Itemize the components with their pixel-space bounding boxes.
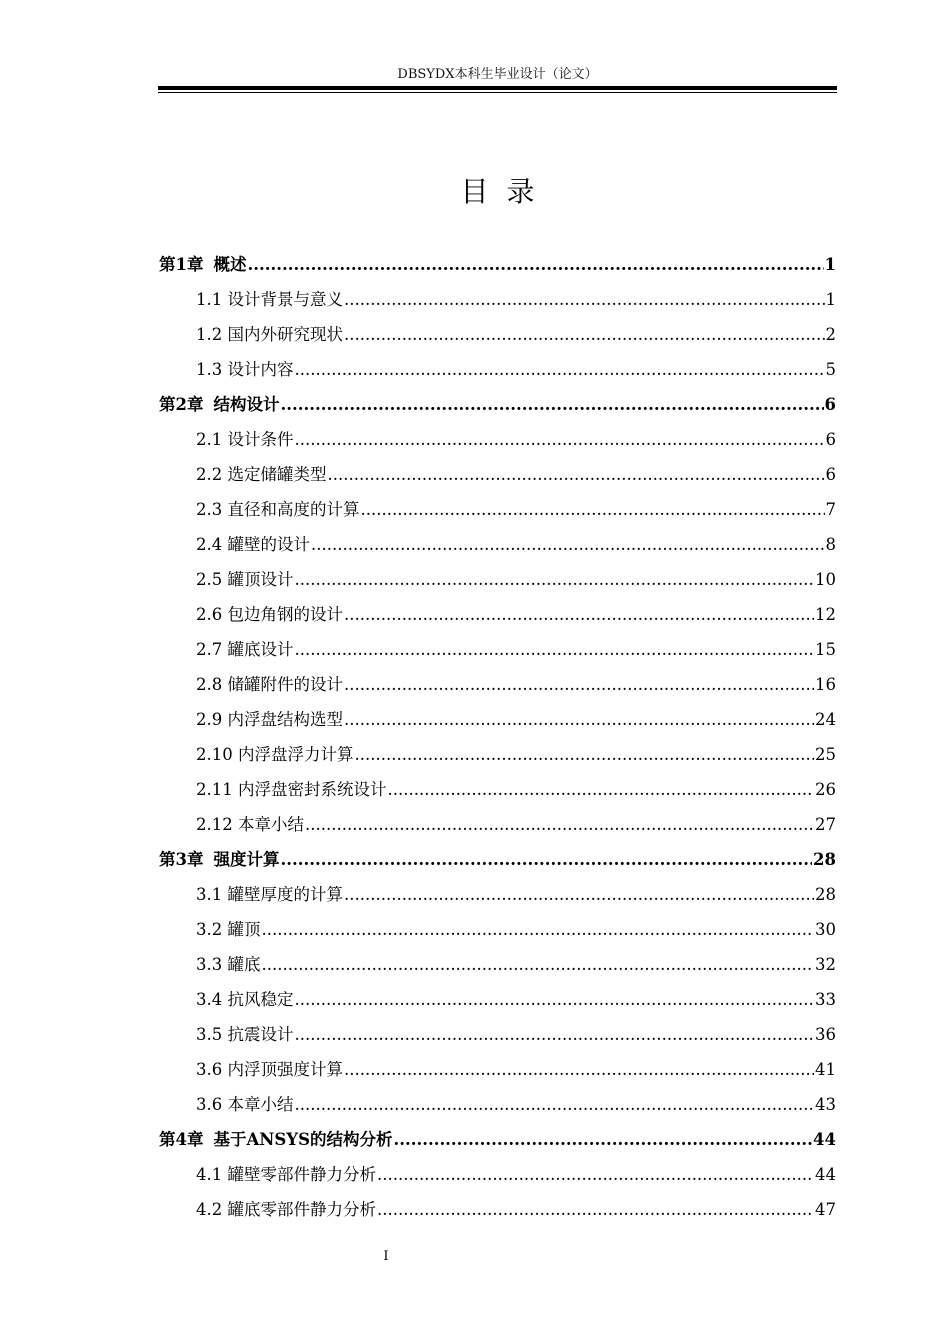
toc-entry-label: 4.2 罐底零部件静力分析 xyxy=(196,1200,376,1219)
toc-chapter-entry[interactable] xyxy=(158,842,837,877)
toc-dot-leader xyxy=(344,877,814,912)
toc-entry-label: 2.12 本章小结 xyxy=(196,815,304,834)
toc-dot-leader xyxy=(344,702,814,737)
toc-section-entry[interactable] xyxy=(158,422,837,457)
toc-entry-text xyxy=(196,1052,343,1087)
toc-page-number: 36 xyxy=(815,1025,836,1044)
toc-page-number: 44 xyxy=(813,1130,836,1149)
toc-entry-label: 基于ANSYS的结构分析 xyxy=(213,1130,393,1149)
toc-dot-leader xyxy=(344,317,825,352)
toc-section-entry[interactable] xyxy=(158,1017,837,1052)
toc-entry-text xyxy=(196,1157,376,1192)
toc-dot-leader xyxy=(280,387,823,422)
toc-section-entry[interactable] xyxy=(158,982,837,1017)
toc-section-entry[interactable] xyxy=(158,912,837,947)
toc-page-number: 2 xyxy=(825,325,836,344)
toc-entry-text xyxy=(196,352,294,387)
toc-entry-label: 2.1 设计条件 xyxy=(196,430,294,449)
toc-dot-leader xyxy=(295,422,825,457)
toc-entry-text xyxy=(196,1087,294,1122)
toc-dot-leader xyxy=(295,632,815,667)
toc-entry-label: 3.3 罐底 xyxy=(196,955,261,974)
header-rule-thin xyxy=(158,92,837,93)
toc-page-number: 26 xyxy=(815,780,836,799)
toc-entry-text xyxy=(196,457,327,492)
toc-dot-leader xyxy=(377,1157,814,1192)
toc-page-number: 25 xyxy=(815,745,836,764)
toc-entry-label: 结构设计 xyxy=(213,395,280,414)
toc-page-number: 5 xyxy=(825,360,836,379)
toc-entry-text xyxy=(196,807,304,842)
toc-entry-text xyxy=(196,492,360,527)
toc-entry-label: 2.5 罐顶设计 xyxy=(196,570,294,589)
toc-section-entry[interactable] xyxy=(158,492,837,527)
toc-entry-text xyxy=(196,632,294,667)
toc-page-number: 24 xyxy=(815,710,836,729)
toc-dot-leader xyxy=(344,597,814,632)
toc-page-number: 6 xyxy=(825,465,836,484)
toc-entry-text xyxy=(196,772,386,807)
toc-chapter-number: 第1章 xyxy=(159,255,204,274)
toc-section-entry[interactable] xyxy=(158,947,837,982)
toc-section-entry[interactable] xyxy=(158,1052,837,1087)
toc-entry-label: 3.5 抗震设计 xyxy=(196,1025,294,1044)
toc-entry-label: 强度计算 xyxy=(213,850,280,869)
toc-entry-label: 2.6 包边角钢的设计 xyxy=(196,605,343,624)
toc-dot-leader xyxy=(393,1122,812,1157)
toc-entry-label: 2.2 选定储罐类型 xyxy=(196,465,327,484)
toc-entry-text xyxy=(196,1192,376,1227)
toc-entry-text xyxy=(196,877,343,912)
toc-page-number: 30 xyxy=(815,920,836,939)
toc-section-entry[interactable] xyxy=(158,737,837,772)
toc-entry-text xyxy=(196,912,261,947)
toc-page-number: 33 xyxy=(815,990,836,1009)
toc-page-number: 44 xyxy=(815,1165,836,1184)
toc-dot-leader xyxy=(344,1052,814,1087)
toc-section-entry[interactable] xyxy=(158,317,837,352)
toc-page-number: 12 xyxy=(815,605,836,624)
toc-entry-label: 1.3 设计内容 xyxy=(196,360,294,379)
toc-section-entry[interactable] xyxy=(158,352,837,387)
toc-entry-label: 1.1 设计背景与意义 xyxy=(196,290,343,309)
toc-dot-leader xyxy=(295,352,825,387)
toc-page-number: 8 xyxy=(825,535,836,554)
toc-entry-text xyxy=(159,247,246,282)
toc-section-entry[interactable] xyxy=(158,527,837,562)
toc-page-number: 16 xyxy=(815,675,836,694)
toc-page-number: 6 xyxy=(825,430,836,449)
toc-entry-text xyxy=(196,422,294,457)
toc-entry-label: 3.4 抗风稳定 xyxy=(196,990,294,1009)
header-rule-thick xyxy=(158,86,837,90)
toc-entry-label: 2.11 内浮盘密封系统设计 xyxy=(196,780,387,799)
toc-dot-leader xyxy=(295,1087,815,1122)
toc-entry-text xyxy=(196,737,353,772)
toc-entry-label: 2.9 内浮盘结构选型 xyxy=(196,710,343,729)
toc-dot-leader xyxy=(247,247,823,282)
toc-section-entry[interactable] xyxy=(158,772,837,807)
toc-dot-leader xyxy=(295,562,815,597)
toc-entry-label: 3.2 罐顶 xyxy=(196,920,261,939)
toc-entry-text xyxy=(159,842,279,877)
toc-dot-leader xyxy=(262,947,815,982)
toc-dot-leader xyxy=(377,1192,814,1227)
toc-dot-leader xyxy=(305,807,814,842)
toc-page-number: 41 xyxy=(815,1060,836,1079)
toc-dot-leader xyxy=(280,842,812,877)
toc-chapter-entry[interactable] xyxy=(158,1122,837,1157)
toc-dot-leader xyxy=(311,527,825,562)
toc-dot-leader xyxy=(344,667,814,702)
toc-page-number: 1 xyxy=(824,255,836,274)
toc-entry-text xyxy=(196,597,343,632)
toc-dot-leader xyxy=(295,982,815,1017)
toc-entry-text xyxy=(196,667,343,702)
toc-entry-label: 3.1 罐壁厚度的计算 xyxy=(196,885,343,904)
toc-entry-text xyxy=(196,282,343,317)
toc-page-number: 28 xyxy=(815,885,836,904)
toc-section-entry[interactable] xyxy=(158,702,837,737)
toc-entry-text xyxy=(159,1122,392,1157)
toc-page-number: 6 xyxy=(824,395,836,414)
toc-page-number: 1 xyxy=(825,290,836,309)
toc-section-entry[interactable] xyxy=(158,1192,837,1227)
toc-section-entry[interactable] xyxy=(158,1087,837,1122)
toc-page-number: 43 xyxy=(815,1095,836,1114)
toc-title: 目录 xyxy=(460,175,553,208)
toc-entry-text xyxy=(196,1017,294,1052)
toc-entry-text xyxy=(196,317,343,352)
toc-dot-leader xyxy=(387,772,814,807)
toc-section-entry[interactable] xyxy=(158,562,837,597)
toc-chapter-number: 第4章 xyxy=(159,1130,204,1149)
toc-section-entry[interactable] xyxy=(158,667,837,702)
toc-entry-text xyxy=(196,982,294,1017)
toc-entry-label: 2.8 储罐附件的设计 xyxy=(196,675,343,694)
toc-section-entry[interactable] xyxy=(158,457,837,492)
running-header: DBSYDX本科生毕业设计（论文） xyxy=(397,67,598,82)
toc-dot-leader xyxy=(262,912,815,947)
toc-dot-leader xyxy=(354,737,814,772)
toc-entry-label: 2.7 罐底设计 xyxy=(196,640,294,659)
toc-page-number: 10 xyxy=(815,570,836,589)
toc-entry-label: 概述 xyxy=(213,255,247,274)
toc-entry-label: 1.2 国内外研究现状 xyxy=(196,325,343,344)
toc-dot-leader xyxy=(328,457,825,492)
toc-section-entry[interactable] xyxy=(158,807,837,842)
toc-dot-leader xyxy=(361,492,825,527)
toc-entry-text xyxy=(159,387,279,422)
toc-entry-text xyxy=(196,562,294,597)
toc-entry-text xyxy=(196,527,310,562)
toc-dot-leader xyxy=(295,1017,815,1052)
toc-entry-label: 2.4 罐壁的设计 xyxy=(196,535,310,554)
toc-page-number: 27 xyxy=(815,815,836,834)
toc-entry-label: 2.10 内浮盘浮力计算 xyxy=(196,745,354,764)
toc-chapter-number: 第3章 xyxy=(159,850,204,869)
toc-section-entry[interactable] xyxy=(158,1157,837,1192)
toc-entry-text xyxy=(196,947,261,982)
toc-entry-label: 2.3 直径和高度的计算 xyxy=(196,500,360,519)
page-number: I xyxy=(383,1249,389,1264)
toc-section-entry[interactable] xyxy=(158,597,837,632)
toc-chapter-number: 第2章 xyxy=(159,395,204,414)
toc-section-entry[interactable] xyxy=(158,877,837,912)
toc-page-number: 7 xyxy=(825,500,836,519)
toc-page-number: 15 xyxy=(815,640,836,659)
toc-section-entry[interactable] xyxy=(158,282,837,317)
toc-list xyxy=(158,247,837,1227)
toc-entry-label: 3.6 本章小结 xyxy=(196,1095,294,1114)
toc-chapter-entry[interactable] xyxy=(158,247,837,282)
toc-section-entry[interactable] xyxy=(158,632,837,667)
toc-page-number: 28 xyxy=(813,850,836,869)
toc-page-number: 47 xyxy=(815,1200,836,1219)
toc-page-number: 32 xyxy=(815,955,836,974)
toc-chapter-entry[interactable] xyxy=(158,387,837,422)
toc-dot-leader xyxy=(344,282,825,317)
toc-entry-text xyxy=(196,702,343,737)
toc-entry-label: 4.1 罐壁零部件静力分析 xyxy=(196,1165,376,1184)
toc-entry-label: 3.6 内浮顶强度计算 xyxy=(196,1060,343,1079)
